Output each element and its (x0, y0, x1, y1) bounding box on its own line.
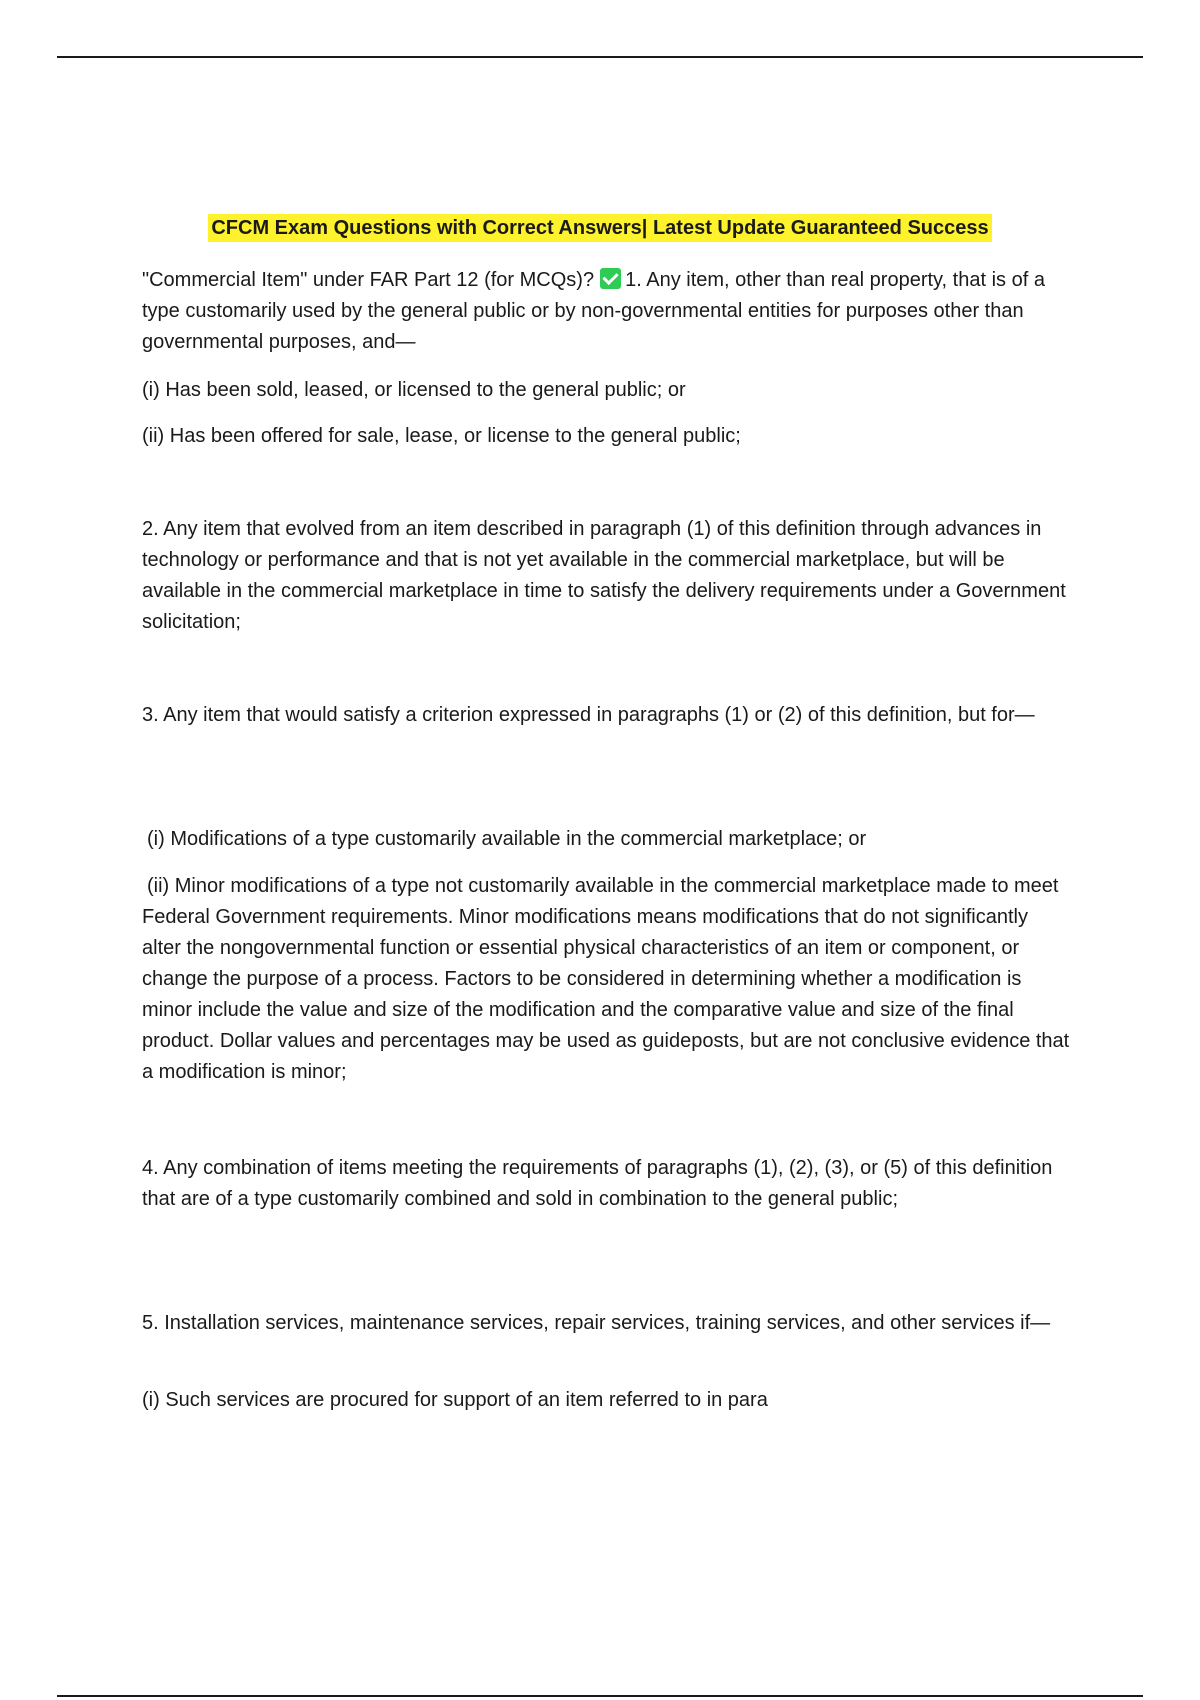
document-title: CFCM Exam Questions with Correct Answers| Latest Update Guaranteed Success (208, 214, 991, 242)
paragraph-1-i: (i) Has been sold, leased, or licensed to the general public; or (142, 379, 686, 401)
paragraph-3-i: (i) Modifications of a type customarily available in the commercial marketplace; or (147, 828, 867, 850)
paragraph-3: 3. Any item that would satisfy a criterion expressed in paragraphs (1) or (2) of this definition, but for— (142, 704, 1035, 726)
check-mark-icon (600, 268, 621, 289)
title-container (0, 214, 1200, 242)
question-text: "Commercial Item" under FAR Part 12 (for MCQs)? (142, 269, 595, 291)
paragraph-5: 5. Installation services, maintenance services, repair services, training services, and other services if— (142, 1312, 1051, 1334)
paragraph-5-i: (i) Such services are procured for support of an item referred to in para (142, 1389, 768, 1411)
question-paragraph (142, 265, 1072, 358)
paragraph-4: 4. Any combination of items meeting the requirements of paragraphs (1), (2), (3), or (5) of this definition that are of a type customarily combined and sold in combination to the general public; (142, 1157, 1053, 1210)
answer-text: 1. Any item, other than real property, that is of a type customarily used by the general public or by non-governmental entities for purposes other than governmental purposes, and— (142, 269, 1045, 353)
paragraph-1-ii: (ii) Has been offered for sale, lease, or license to the general public; (142, 425, 741, 447)
bottom-rule (57, 1695, 1143, 1697)
paragraph-3-ii: (ii) Minor modifications of a type not customarily available in the commercial marketplace made to meet Federal Government requirements. Minor modifications means modifications that do not significantly alter the nongovernmental function or essential physical characteristics of an item or component, or change the purpose of a process. Factors to be considered in determining whether a modification is minor include the value and size of the modification and the comparative value and size of the final product. Dollar values and percentages may be used as guideposts, but are not conclusive evidence that a modification is minor; (142, 875, 1070, 1083)
paragraph-2: 2. Any item that evolved from an item described in paragraph (1) of this definition through advances in technology or performance and that is not yet available in the commercial marketplace, but will be available in the commercial marketplace in time to satisfy the delivery requirements under a Government solicitation; (142, 518, 1066, 633)
top-rule (57, 56, 1143, 58)
